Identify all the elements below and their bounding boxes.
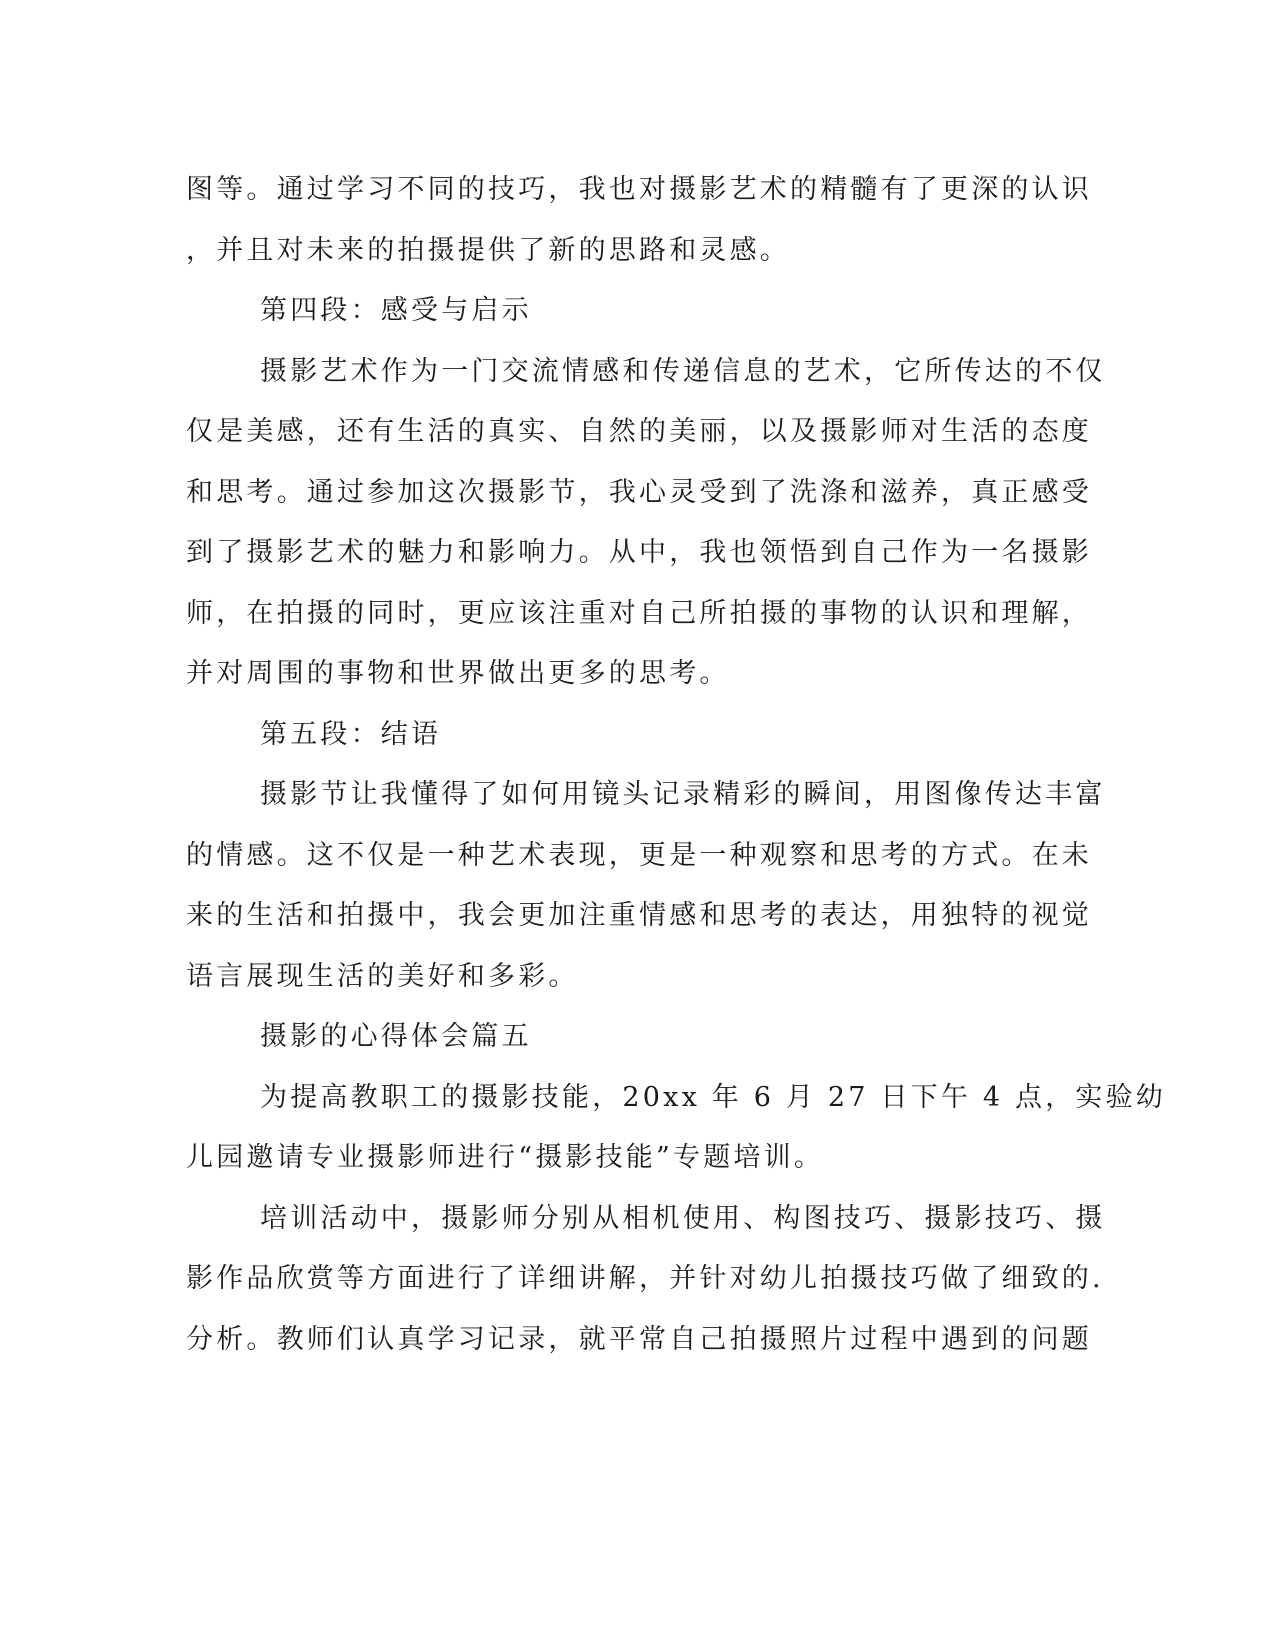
section-heading: 第四段：感受与启示 [260, 295, 532, 326]
text-line: 来的生活和拍摄中，我会更加注重情感和思考的表达，用独特的视觉 [186, 900, 1092, 931]
text-line: 并对周围的事物和世界做出更多的思考。 [186, 658, 730, 689]
text-line: 语言展现生活的美好和多彩。 [186, 960, 579, 992]
text-line: ，并且对未来的拍摄提供了新的思路和灵感。 [186, 234, 790, 266]
text-line: 培训活动中，摄影师分别从相机使用、构图技巧、摄影技巧、摄 [260, 1202, 1106, 1234]
text-line: 分析。教师们认真学习记录，就平常自己拍摄照片过程中遇到的问题 [186, 1323, 1092, 1355]
text-line: 图等。通过学习不同的技巧，我也对摄影艺术的精髓有了更深的认识 [186, 174, 1092, 205]
document-body [186, 160, 1166, 1370]
article-title: 摄影的心得体会篇五 [260, 1021, 532, 1052]
text-line: 到了摄影艺术的魅力和影响力。从中，我也领悟到自己作为一名摄影 [186, 537, 1092, 568]
text-line: 和思考。通过参加这次摄影节，我心灵受到了洗涤和滋养，真正感受 [186, 476, 1092, 508]
section-heading: 第五段：结语 [260, 718, 442, 750]
text-line: 摄影节让我懂得了如何用镜头记录精彩的瞬间，用图像传达丰富 [260, 779, 1106, 810]
text-line: 儿园邀请专业摄影师进行“摄影技能”专题培训。 [186, 1142, 825, 1173]
text-line: 为提高教职工的摄影技能，20xx 年 6 月 27 日下午 4 点，实验幼 [260, 1081, 1166, 1113]
text-line: 仅是美感，还有生活的真实、自然的美丽，以及摄影师对生活的态度 [186, 416, 1092, 447]
text-line: 影作品欣赏等方面进行了详细讲解，并针对幼儿拍摄技巧做了细致的. [186, 1263, 1104, 1294]
text-line: 摄影艺术作为一门交流情感和传递信息的艺术，它所传达的不仅 [260, 355, 1106, 387]
text-line: 师，在拍摄的同时，更应该注重对自己所拍摄的事物的认识和理解， [186, 597, 1092, 629]
text-line: 的情感。这不仅是一种艺术表现，更是一种观察和思考的方式。在未 [186, 839, 1092, 871]
